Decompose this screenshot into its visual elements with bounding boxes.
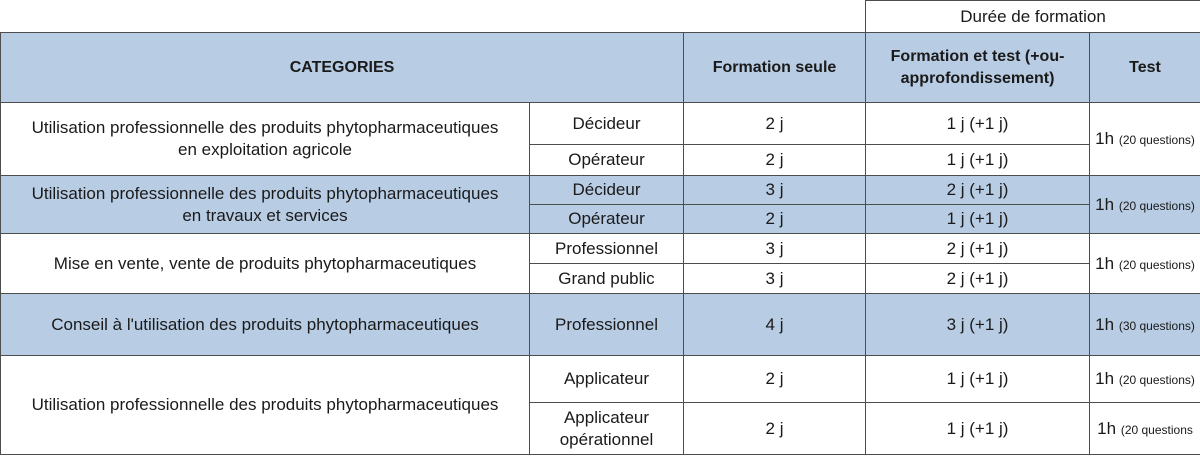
category-cell: Conseil à l'utilisation des produits phytopharmaceutiques	[1, 294, 530, 356]
formation-test-cell: 1 j (+1 j)	[866, 403, 1090, 455]
formation-test-cell: 1 j (+1 j)	[866, 145, 1090, 176]
formation-seule-cell: 2 j	[684, 205, 866, 234]
test-duration: 1h	[1095, 129, 1115, 148]
category-cell: Utilisation professionnelle des produits phytopharmaceutiques en travaux et services	[1, 176, 530, 234]
test-questions: (30 questions)	[1118, 318, 1195, 333]
role-cell: Applicateur	[530, 356, 684, 403]
formation-test-cell: 1 j (+1 j)	[866, 205, 1090, 234]
categories-header: CATEGORIES	[1, 33, 684, 103]
formation-test-cell: 3 j (+1 j)	[866, 294, 1090, 356]
duration-group-header	[866, 1, 1200, 33]
test-questions: (20 questions	[1120, 422, 1193, 437]
role-cell: Opérateur	[530, 205, 684, 234]
formation-test-cell: 1 j (+1 j)	[866, 103, 1090, 145]
formation-seule-cell: 3 j	[684, 234, 866, 264]
test-questions: (20 questions)	[1118, 373, 1195, 387]
role-cell: Décideur	[530, 176, 684, 205]
test-duration: 1h	[1095, 369, 1115, 388]
test-cell	[1090, 234, 1200, 294]
formation-seule-cell: 2 j	[684, 403, 866, 455]
test-cell	[1090, 356, 1200, 403]
role-cell: Opérateur	[530, 145, 684, 176]
role-cell: Grand public	[530, 264, 684, 294]
test-questions: (20 questions)	[1118, 133, 1195, 147]
test-cell	[1090, 294, 1200, 356]
test-header: Test	[1090, 33, 1200, 103]
header-blank	[1, 1, 866, 33]
test-duration: 1h	[1095, 314, 1115, 334]
role-cell: Professionnel	[530, 234, 684, 264]
test-cell	[1090, 103, 1200, 176]
category-cell: Utilisation professionnelle des produits phytopharmaceutiques	[1, 356, 530, 455]
category-cell: Utilisation professionnelle des produits phytopharmaceutiques en exploitation agricole	[1, 103, 530, 176]
test-cell	[1090, 403, 1200, 455]
formation-test-cell: 2 j (+1 j)	[866, 234, 1090, 264]
role-cell: Applicateur opérationnel	[530, 403, 684, 455]
formation-test-header: Formation et test (+ou- approfondissement)	[866, 33, 1090, 103]
test-duration: 1h	[1095, 194, 1115, 214]
role-cell: Décideur	[530, 103, 684, 145]
test-duration: 1h	[1095, 253, 1115, 273]
test-cell	[1090, 176, 1200, 234]
formation-seule-cell: 2 j	[684, 145, 866, 176]
formation-seule-cell: 2 j	[684, 356, 866, 403]
test-questions: (20 questions)	[1118, 257, 1195, 272]
duration-group-label: Durée de formation	[960, 6, 1106, 26]
formation-seule-cell: 3 j	[684, 264, 866, 294]
formation-seule-header: Formation seule	[684, 33, 866, 103]
formation-test-cell: 1 j (+1 j)	[866, 356, 1090, 403]
role-cell: Professionnel	[530, 294, 684, 356]
formation-seule-cell: 3 j	[684, 176, 866, 205]
formation-test-cell: 2 j (+1 j)	[866, 176, 1090, 205]
formation-seule-cell: 2 j	[684, 103, 866, 145]
test-questions: (20 questions)	[1118, 198, 1195, 213]
category-cell: Mise en vente, vente de produits phytopharmaceutiques	[1, 234, 530, 294]
test-duration: 1h	[1097, 418, 1117, 438]
formation-seule-cell: 4 j	[684, 294, 866, 356]
formation-test-cell: 2 j (+1 j)	[866, 264, 1090, 294]
